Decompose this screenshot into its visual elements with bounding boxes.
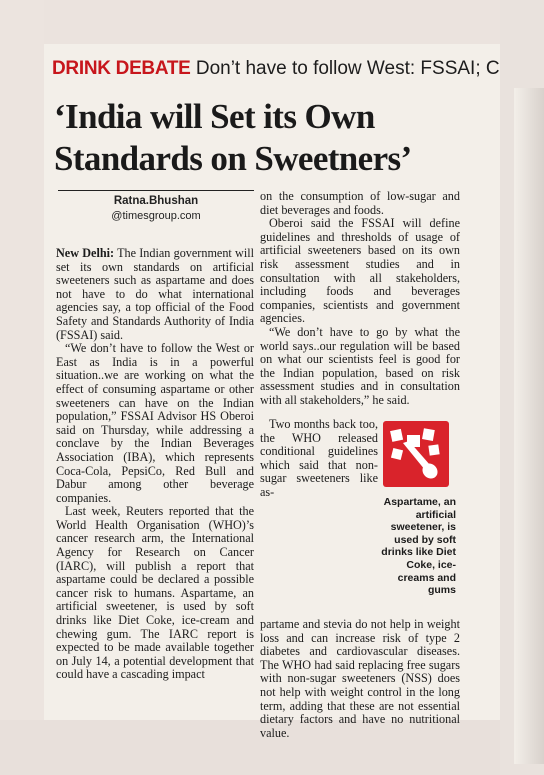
sweetener-spoon-cubes-icon xyxy=(383,421,449,487)
paragraph-1 xyxy=(56,247,254,342)
page-edge-shadow xyxy=(514,88,544,764)
byline xyxy=(58,194,254,223)
byline-org: @timesgroup.com xyxy=(111,210,201,222)
paragraph-1-text: The Indian government will set its own standards on artificial sweeteners such as aspartame and does not have to do what international agencies say, a top official of the Food Safety and Standards Authority of India (FSSAI) said. xyxy=(56,246,254,342)
kicker-label: DRINK DEBATE xyxy=(52,58,191,79)
background-top xyxy=(0,0,500,44)
article-column-2-bottom xyxy=(260,618,460,740)
article-column-2-wrap xyxy=(260,418,378,500)
paragraph-5: Oberoi said the FSSAI will define guidelines and thresholds of usage of artificial sweeteners based on its own risk assessment studies and in consultation with all stakeholders, including foods and beverages companies, scientists and government agencies. xyxy=(260,216,460,326)
headline: ‘India will Set its Own Standards on Sweetners’ xyxy=(54,97,412,178)
paragraph-7: Two months back too, the WHO released conditional guidelines which said that non-sugar sweeteners like as- xyxy=(260,417,378,499)
byline-name: Ratna.Bhushan xyxy=(113,195,199,207)
image-caption: Aspartame, an artificial sweetener, is used by soft drinks like Diet Coke, ice-creams and gums xyxy=(381,496,456,597)
article-column-1 xyxy=(56,247,254,682)
background-left xyxy=(0,0,44,775)
newspaper-clipping xyxy=(44,44,500,740)
paragraph-4: on the consumption of low-sugar and diet beverages and foods. xyxy=(260,189,460,217)
paragraph-8: partame and stevia do not help in weight loss and can increase risk of type 2 diabetes and cardiovascular diseases. The WHO had said replacing free sugars with non-sugar sweeteners (NSS) does not help with weight control in the long term, adding that these are not essential dietary factors and have no nutritional value. xyxy=(260,617,460,740)
kicker-line xyxy=(52,58,500,80)
byline-rule xyxy=(58,190,254,191)
paragraph-6: “We don’t have to go by what the world says..our regulation will be based on what our scientists feel is good for the Indian population, based on risk assessment studies and in consultation with all stakeholders,” he said. xyxy=(260,324,460,407)
paragraph-2: “We don’t have to follow the West or East as India is in a powerful situation..we are working on what the effect of consuming aspartame or other sweeteners can have on the Indian population,” FSSAI Advisor HS Oberoi said on Thursday, while addressing a conclave by the Indian Beverages Association (IBA), which represents Coca-Cola, PepsiCo, Red Bull and Dabur among other beverage companies. xyxy=(56,341,254,505)
dateline: New Delhi: xyxy=(56,246,115,260)
kicker-text: Don’t have to follow West: FSSAI; C xyxy=(195,58,500,79)
article-column-2-top xyxy=(260,190,460,408)
paragraph-3: Last week, Reuters reported that the World Health Organisation (WHO)’s cancer research arm, the International Agency for Research on Cancer (IARC), will publish a report that aspartame could be declared a possible cancer risk to humans. Aspartame, an artificial sweetener, is used by soft drinks like Diet Coke, ice-cream and chewing gum. The IARC report is expected to be made available together on July 14, a potential development that could have a cascading impact xyxy=(56,504,254,682)
